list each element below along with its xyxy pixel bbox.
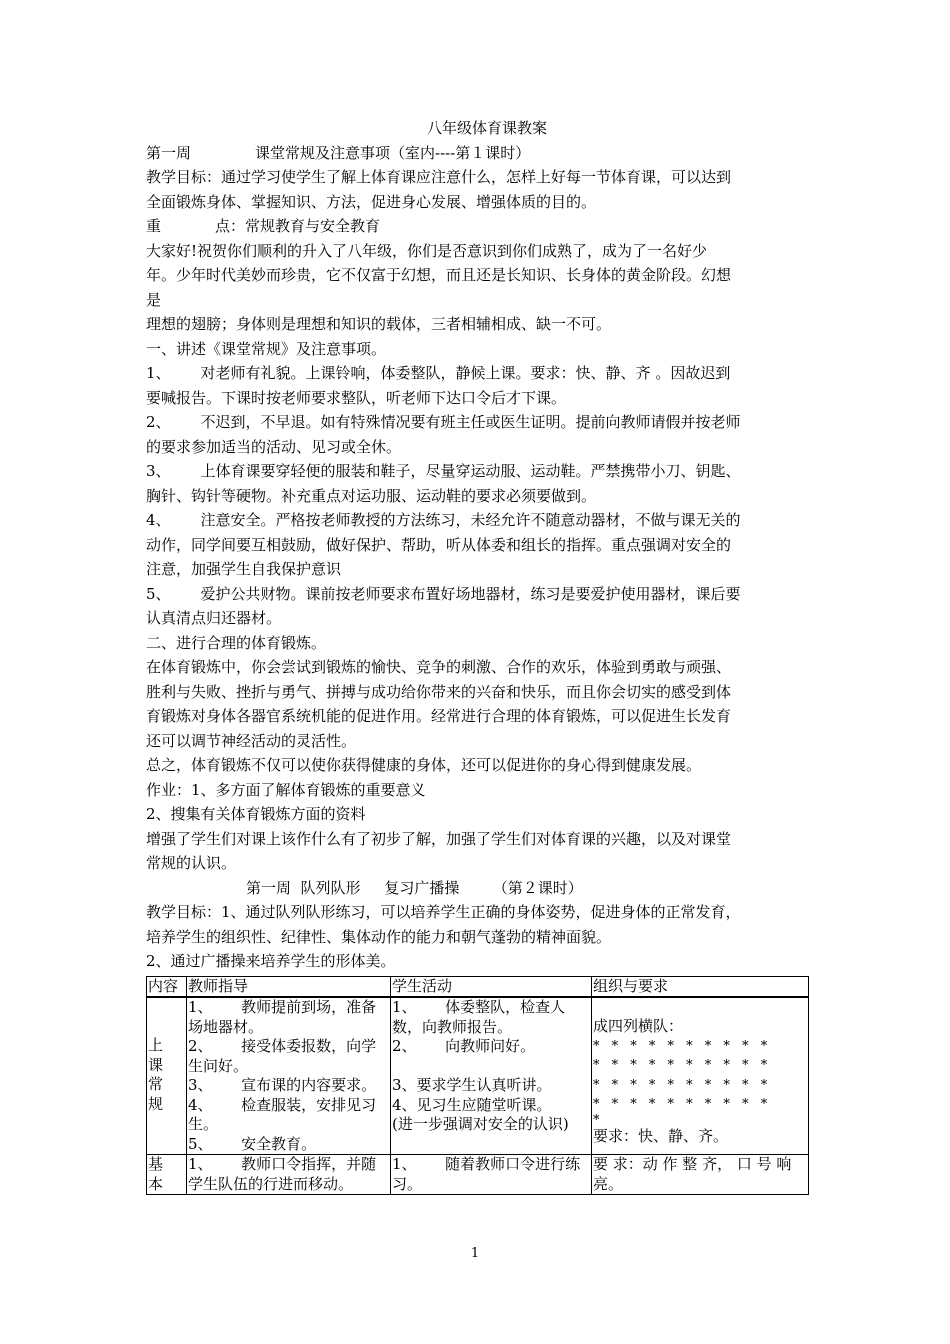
student-cell: 1、 随着教师口令进行练 习。 — [391, 1155, 592, 1195]
paragraph-line: 在体育锻炼中，你会尝试到锻炼的愉快、竞争的刺激、合作的欢乐，体验到勇敢与顽强、 — [146, 658, 732, 676]
intro-line: 是 — [146, 290, 162, 309]
content-cell: 上 课 常 规 — [147, 997, 187, 1155]
lesson1-key-points — [146, 214, 808, 239]
summary-line: 总之，体育锻炼不仅可以使你获得健康的身体，还可以促进你的身心得到健康发展。 — [146, 756, 702, 774]
formation-requirement: 要求：快、静、齐。 — [593, 1126, 729, 1145]
reflection-line: 增强了学生们对课上该作什么有了初步了解，加强了学生们对体育课的兴趣，以及对课堂 — [146, 829, 732, 848]
list-item: 4、 注意安全。严格按老师教授的方法练习，未经允许不随意动器材，不做与课无关的 — [146, 511, 741, 529]
reflection-line: 常规的认识。 — [146, 854, 237, 872]
table-row — [147, 997, 809, 1155]
teacher-cell: 1、 教师提前到场，准备 场地器材。 2、 接受体委报数，向学 生问好。 3、 宣布课的内容要求。 4、 检查服装，安排见习 生。 5、 安全教育。 — [187, 997, 391, 1155]
paragraph-line: 胜利与失败、挫折与勇气、拼搏与成功给你带来的兴奋和快乐，而且你会切实的感受到体 — [146, 682, 732, 701]
document-title: 八年级体育课教案 — [426, 119, 547, 137]
lesson1-week: 第一周 — [146, 143, 192, 162]
page-number: 1 — [470, 1246, 480, 1261]
table-header-cell: 组织与要求 — [592, 976, 809, 997]
student-cell: 1、 体委整队，检查人 数，向教师报告。 2、 向教师问好。 3、要求学生认真听讲。 4、见习生应随堂听课。 (进一步强调对安全的认识) — [391, 997, 592, 1155]
list-item: 5、 爱护公共财物。课前按老师要求布置好场地器材，练习是要爱护使用器材，课后要 — [146, 584, 741, 603]
formation-row: * * * * * * * * * * — [593, 1097, 772, 1112]
paragraph-line: 还可以调节神经活动的灵活性。 — [146, 731, 357, 750]
formation-row: * — [593, 1112, 604, 1128]
lesson2-goal-line: 培养学生的组织性、纪律性、集体动作的能力和朝气蓬勃的精神面貌。 — [146, 927, 612, 946]
list-item-cont: 要喊报告。下课时按老师要求整队，听老师下达口令后才下课。 — [146, 388, 567, 407]
table-header-row — [147, 976, 809, 997]
lesson1-goal-line: 全面锻炼身体、掌握知识、方法，促进身心发展、增强体质的目的。 — [146, 192, 597, 211]
homework-line: 作业：1、多方面了解体育锻炼的重要意义 — [146, 780, 426, 799]
lesson2-heading: 第一周 队列队形 复习广播操 （第２课时） — [246, 878, 583, 897]
key-label: 重 — [146, 217, 162, 235]
intro-line: 年。少年时代美妙而珍贵，它不仅富于幻想，而且还是长知识、长身体的黄金阶段。幻想 — [146, 266, 732, 284]
formation-row: * * * * * * * * * * — [593, 1058, 772, 1073]
list-item: 1、 对老师有礼貌。上课铃响，体委整队，静候上课。要求：快、静、齐 。因故迟到 — [146, 364, 731, 382]
list-item-cont: 注意，加强学生自我保护意识 — [146, 560, 342, 578]
table-row — [147, 1155, 809, 1195]
paragraph-line: 育锻炼对身体各器官系统机能的促进作用。经常进行合理的体育锻炼，可以促进生长发育 — [146, 707, 732, 725]
list-item-cont: 的要求参加适当的活动、见习或全休。 — [146, 437, 402, 456]
key-points-text: 点：常规教育与安全教育 — [215, 217, 381, 235]
lesson2-goal-line: 2、通过广播操来培养学生的形体美。 — [146, 952, 396, 970]
list-item: 3、 上体育课要穿轻便的服装和鞋子，尽量穿运动服、运动鞋。严禁携带小刀、钥匙、 — [146, 462, 741, 480]
lesson1-topic: 课堂常规及注意事项（室内----第１课时） — [255, 143, 531, 162]
formation-title: 成四列横队： — [593, 1017, 684, 1035]
list-item-cont: 动作，同学间要互相鼓励，做好保护、帮助，听从体委和组长的指挥。重点强调对安全的 — [146, 535, 732, 554]
section-heading: 一、讲述《课堂常规》及注意事项。 — [146, 339, 387, 358]
organization-cell — [592, 997, 809, 1155]
intro-line: 大家好!祝贺你们顺利的升入了八年级，你们是否意识到你们成熟了，成为了一名好少 — [146, 241, 708, 260]
content-cell: 基 本 — [147, 1155, 187, 1195]
lesson2-goal-line: 教学目标：1、通过队列队形练习，可以培养学生正确的身体姿势，促进身体的正常发育， — [146, 903, 741, 921]
teacher-cell: 1、 教师口令指挥，并随 学生队伍的行进而移动。 — [187, 1155, 391, 1195]
table-header-cell: 学生活动 — [391, 976, 592, 997]
list-item-cont: 认真清点归还器材。 — [146, 609, 282, 627]
list-item: 2、 不迟到，不早退。如有特殊情况要有班主任或医生证明。提前向教师请假并按老师 — [146, 413, 741, 431]
intro-line: 理想的翅膀；身体则是理想和知识的载体，三者相辅相成、缺一不可。 — [146, 315, 612, 333]
homework-line: 2、搜集有关体育锻炼方面的资料 — [146, 805, 366, 823]
formation-row: * * * * * * * * * * — [593, 1038, 772, 1054]
lesson1-heading — [146, 141, 808, 166]
lesson-plan-table — [146, 976, 809, 1196]
organization-cell: 要 求：动 作 整 齐， 口 号 响 亮。 — [592, 1155, 809, 1195]
table-header-cell: 内容 — [147, 976, 187, 997]
table-header-cell: 教师指导 — [187, 976, 391, 997]
formation-row: * * * * * * * * * * — [593, 1077, 772, 1093]
list-item-cont: 胸针、钩针等硬物。补充重点对运功服、运动鞋的要求必须要做到。 — [146, 486, 597, 505]
document-page — [146, 116, 808, 1195]
lesson1-goal-line: 教学目标：通过学习使学生了解上体育课应注意什么，怎样上好每一节体育课，可以达到 — [146, 168, 732, 186]
section-heading: 二、进行合理的体育锻炼。 — [146, 633, 327, 652]
